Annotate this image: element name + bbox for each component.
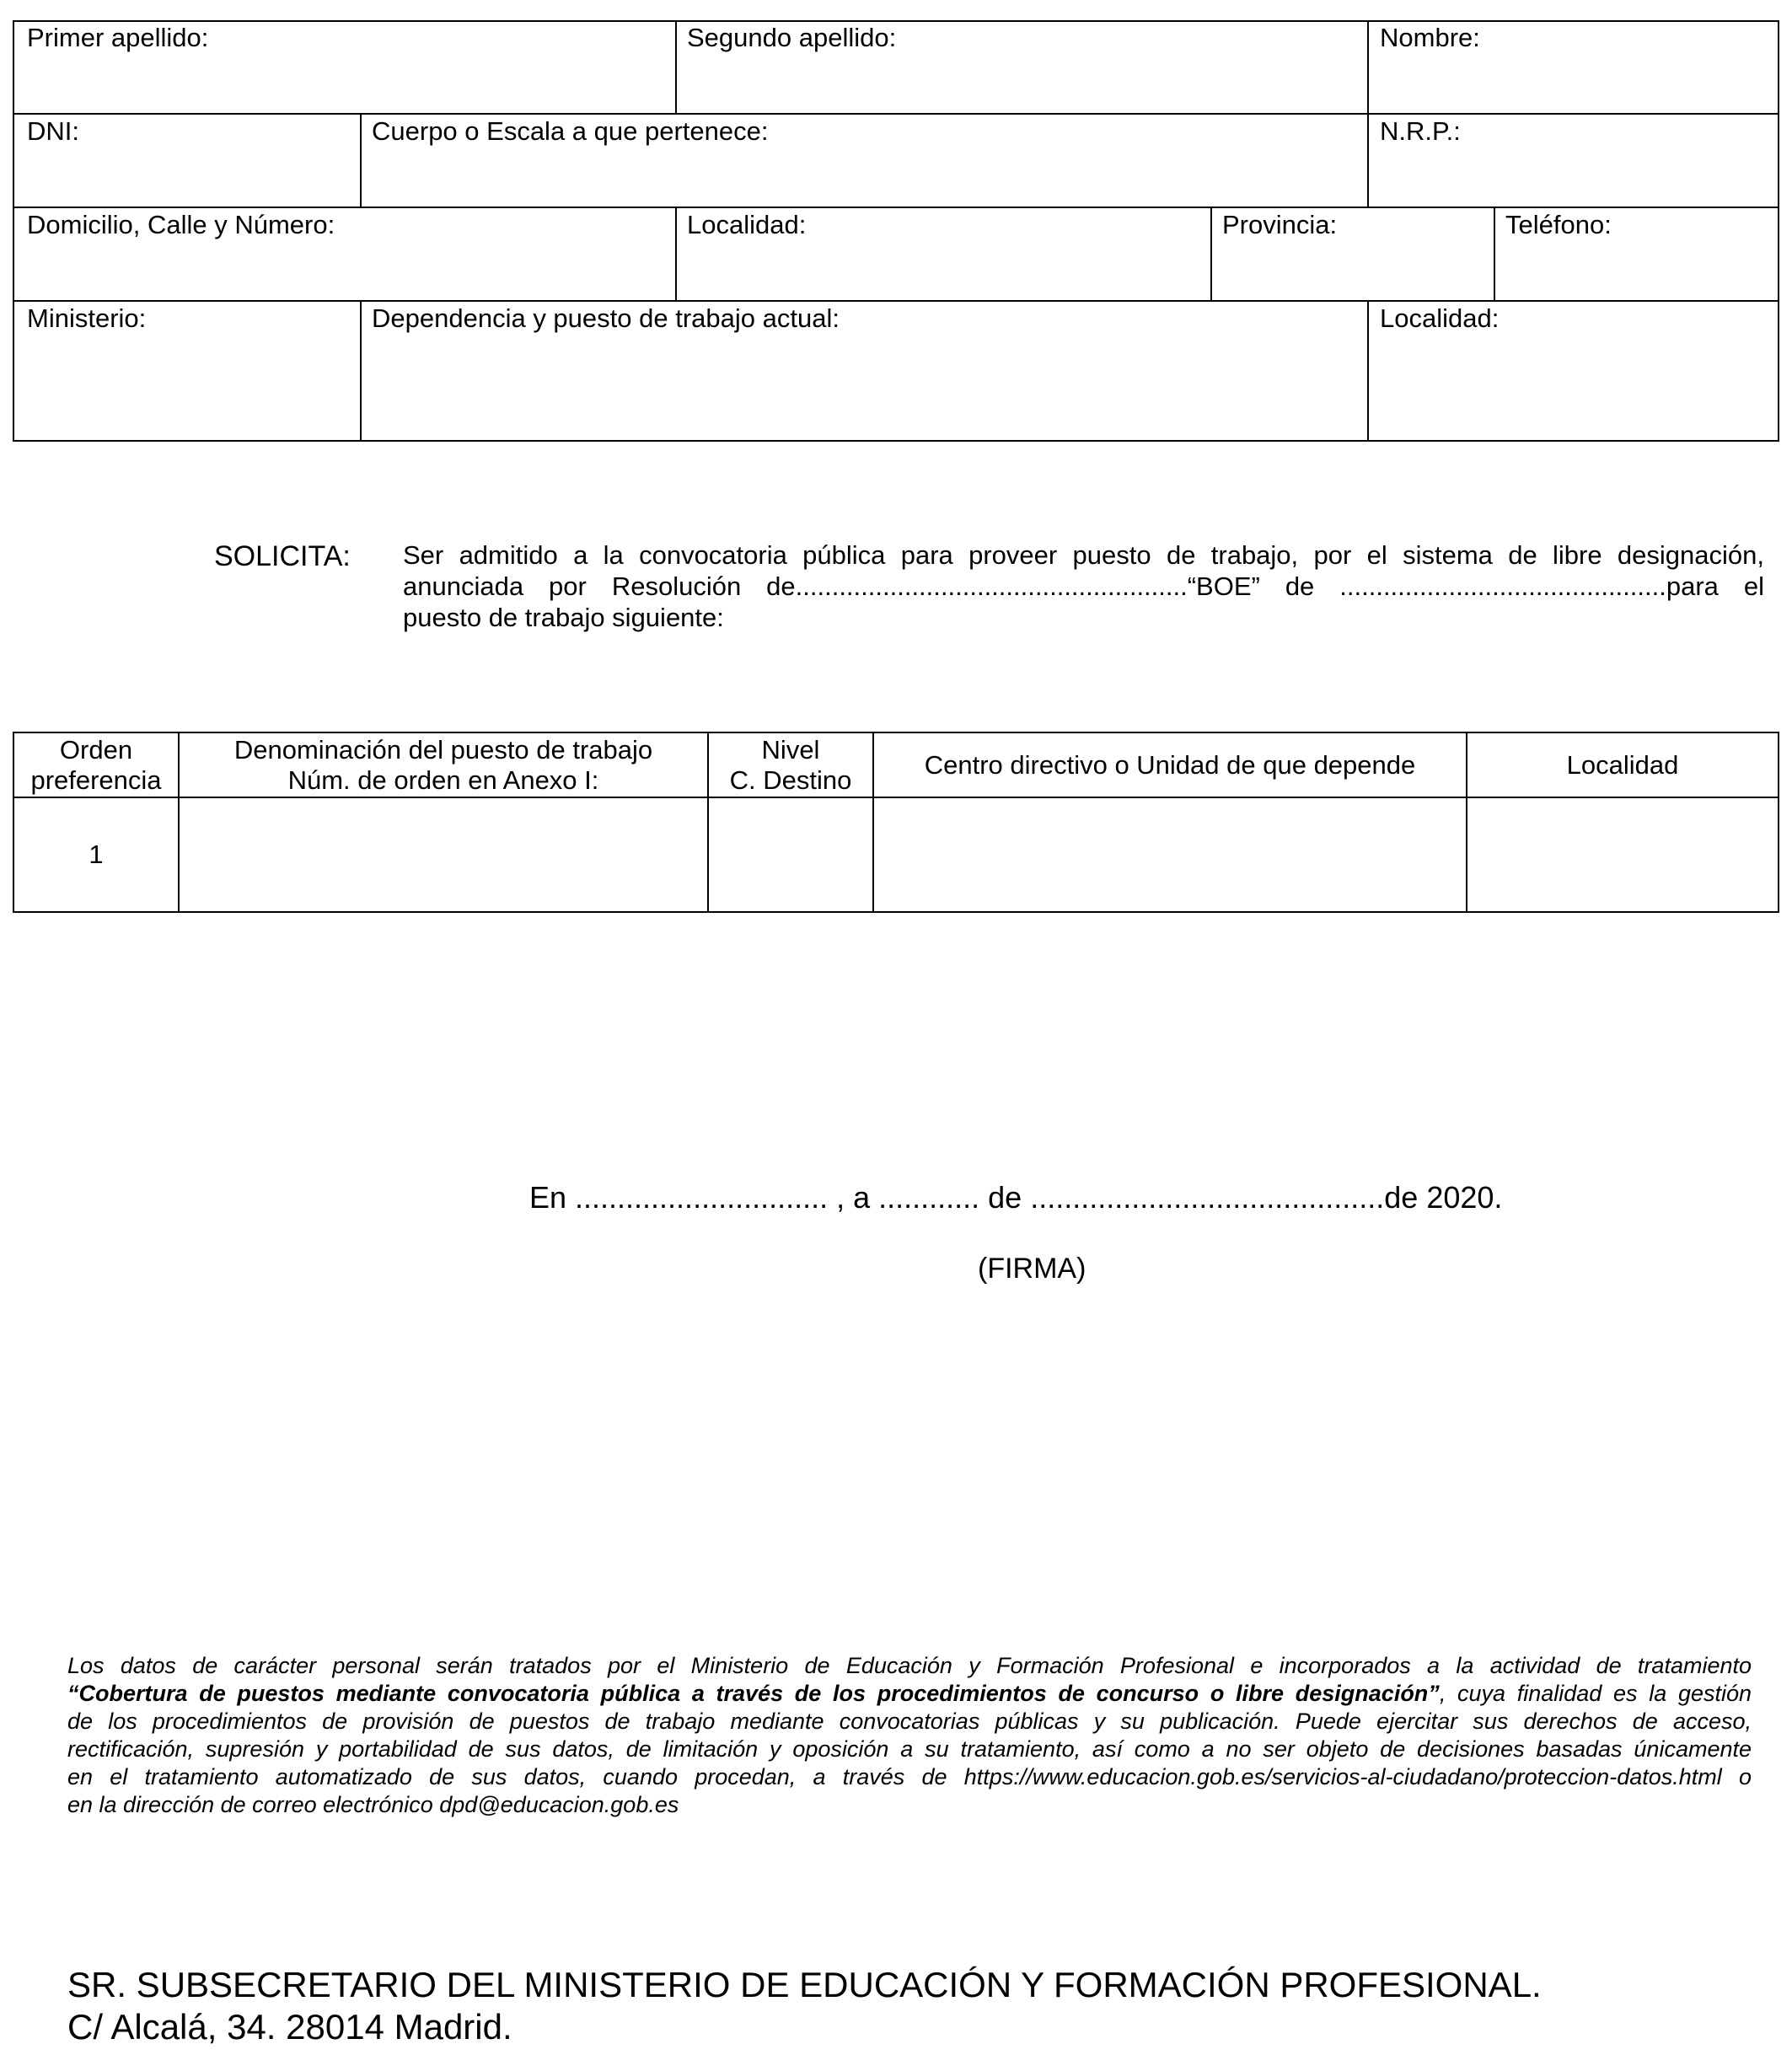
column-header-orden bbox=[14, 733, 178, 797]
column-header-localidad bbox=[1467, 733, 1778, 797]
place-date-line: En .............................. , a ............ de ..........................................de 2020. bbox=[529, 1180, 1503, 1215]
header-text: Centro directivo o Unidad de que depende bbox=[924, 749, 1416, 780]
treatment-activity-name: “Cobertura de puestos mediante convocatoria pública a través de los procedimientos de concurso o libre designación” bbox=[67, 1681, 1440, 1706]
privacy-notice bbox=[67, 1652, 1752, 1819]
column-header-nivel bbox=[709, 733, 872, 797]
form-row-divider bbox=[13, 300, 1779, 302]
form-cell-divider bbox=[675, 207, 677, 302]
form-cell-divider bbox=[1494, 207, 1495, 302]
header-text: Núm. de orden en Anexo I: bbox=[287, 765, 599, 795]
table-border-right bbox=[1778, 732, 1779, 913]
privacy-line: Los datos de carácter personal serán tratados por el Ministerio de Educación y Formación Profesional e incorporados a la actividad de tratamiento bbox=[67, 1653, 1752, 1678]
header-text: Nivel bbox=[761, 734, 820, 765]
recipient-line: SR. SUBSECRETARIO DEL MINISTERIO DE EDUCACIÓN Y FORMACIÓN PROFESIONAL. bbox=[67, 1965, 1542, 2004]
localidad-field[interactable]: Localidad: bbox=[687, 210, 807, 239]
privacy-line bbox=[67, 1680, 1752, 1708]
form-row-divider bbox=[13, 113, 1779, 115]
form-row-divider bbox=[13, 207, 1779, 208]
header-text: Orden bbox=[59, 734, 133, 765]
privacy-text: , cuya finalidad es la gestión bbox=[1439, 1681, 1752, 1706]
column-header-centro bbox=[874, 733, 1466, 797]
solicita-line: anunciada por Resolución de......................................................“BOE” de .............................................para el bbox=[403, 571, 1764, 601]
form-cell-divider bbox=[360, 113, 362, 208]
form-cell-divider bbox=[675, 20, 677, 115]
nombre-field[interactable]: Nombre: bbox=[1380, 23, 1480, 52]
dni-field[interactable]: DNI: bbox=[27, 116, 79, 146]
form-cell-divider bbox=[1210, 207, 1212, 302]
form-border-right bbox=[1778, 20, 1779, 442]
primer-apellido-field[interactable]: Primer apellido: bbox=[27, 23, 209, 52]
solicita-text bbox=[403, 539, 1764, 633]
header-text: preferencia bbox=[30, 765, 162, 795]
header-text: Localidad bbox=[1566, 749, 1679, 780]
domicilio-field[interactable]: Domicilio, Calle y Número: bbox=[27, 210, 335, 239]
solicita-line: puesto de trabajo siguiente: bbox=[403, 603, 724, 632]
header-text: Denominación del puesto de trabajo bbox=[233, 734, 653, 765]
form-cell-divider bbox=[360, 300, 362, 442]
segundo-apellido-field[interactable]: Segundo apellido: bbox=[687, 23, 897, 52]
table-row bbox=[14, 798, 178, 911]
table-border-bottom bbox=[13, 911, 1779, 913]
cuerpo-escala-field[interactable]: Cuerpo o Escala a que pertenece: bbox=[372, 116, 769, 146]
form-cell-divider bbox=[1367, 20, 1369, 115]
cell-orden: 1 bbox=[89, 840, 104, 869]
column-header-denominacion bbox=[180, 733, 707, 797]
privacy-line: rectificación, supresión y portabilidad de sus datos, de limitación y oposición a su tratamiento, así como a no ser objeto de decisiones basadas únicamente bbox=[67, 1736, 1752, 1762]
provincia-field[interactable]: Provincia: bbox=[1222, 210, 1338, 239]
recipient-address bbox=[67, 1964, 1542, 2048]
cell-centro[interactable] bbox=[874, 798, 1466, 911]
ministerio-field[interactable]: Ministerio: bbox=[27, 303, 147, 333]
form-cell-divider bbox=[1367, 113, 1369, 208]
cell-localidad[interactable] bbox=[1467, 798, 1778, 911]
dependencia-field[interactable]: Dependencia y puesto de trabajo actual: bbox=[372, 303, 840, 333]
form-border-bottom bbox=[13, 440, 1779, 442]
recipient-street: C/ Alcalá, 34. 28014 Madrid. bbox=[67, 2007, 512, 2047]
form-cell-divider bbox=[1367, 300, 1369, 442]
form-border-left bbox=[13, 20, 14, 442]
form-border-top bbox=[13, 20, 1779, 22]
cell-nivel[interactable] bbox=[709, 798, 872, 911]
privacy-line: en la dirección de correo electrónico dpd@educacion.gob.es bbox=[67, 1792, 679, 1817]
localidad-trabajo-field[interactable]: Localidad: bbox=[1380, 303, 1500, 333]
privacy-line: de los procedimientos de provisión de puestos de trabajo mediante convocatorias públicas y su publicación. Puede ejercitar sus derechos de acceso, bbox=[67, 1709, 1752, 1734]
header-text: C. Destino bbox=[729, 765, 852, 795]
signature-label: (FIRMA) bbox=[978, 1253, 1086, 1285]
solicita-line: Ser admitido a la convocatoria pública para proveer puesto de trabajo, por el sistema de libre designación, bbox=[403, 540, 1764, 570]
cell-denominacion[interactable] bbox=[180, 798, 707, 911]
privacy-line: en el tratamiento automatizado de sus datos, cuando procedan, a través de https://www.educacion.gob.es/servicios-al-ciudadano/proteccion-datos.html o bbox=[67, 1764, 1752, 1789]
nrp-field[interactable]: N.R.P.: bbox=[1380, 116, 1461, 146]
telefono-field[interactable]: Teléfono: bbox=[1505, 210, 1612, 239]
solicita-label: SOLICITA: bbox=[214, 540, 351, 572]
